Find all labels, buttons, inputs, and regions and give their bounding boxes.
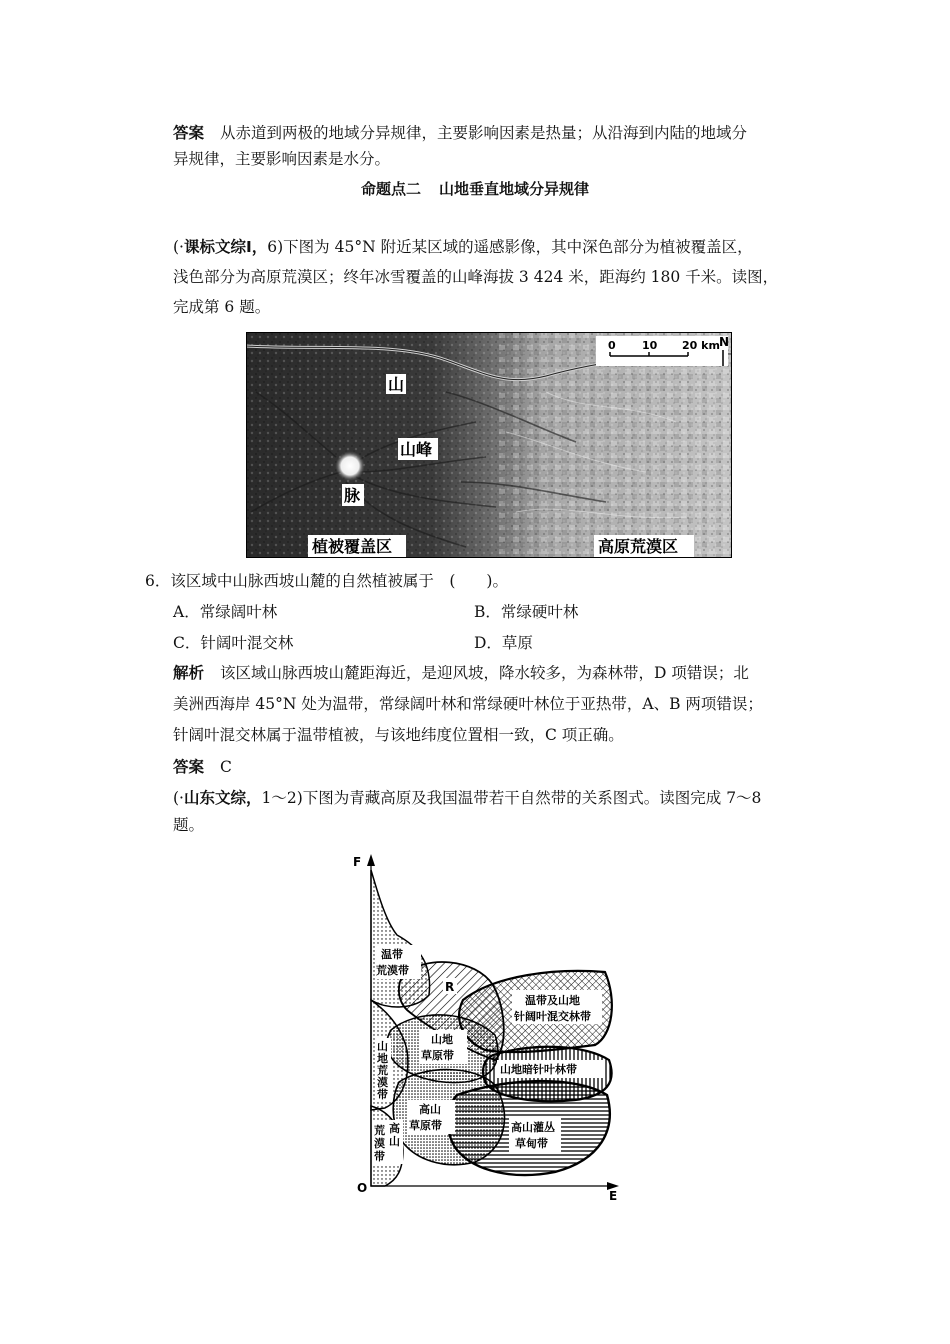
section-heading	[0, 178, 950, 200]
label-shan: 山	[388, 375, 405, 394]
scale-tick-0: 0	[608, 339, 616, 352]
origin-label: O	[357, 1181, 368, 1195]
intro2-line1	[173, 787, 761, 809]
section-title: 山地垂直地域分异规律	[439, 180, 590, 198]
analysis-line2: 美洲西海岸 45°N 处为温带，常绿阔叶林和常绿硬叶林位于亚热带，A、B 两项错误；	[173, 695, 763, 713]
satellite-image	[246, 332, 732, 558]
question6-option-c: C．针阔叶混交林	[173, 634, 294, 652]
scale-tick-10: 10	[642, 339, 658, 352]
label-alpine-desert-b-1: 荒	[374, 1124, 385, 1137]
label-mountain-desert-2: 地	[377, 1052, 388, 1065]
label-temperate-forest-2: 针阔叶混交林带	[514, 1010, 591, 1023]
answer1-label: 答案	[173, 124, 205, 142]
label-desert-zone: 高原荒漠区	[598, 537, 679, 556]
axis-f-label: F	[353, 855, 362, 869]
question6-stem: 6．该区域中山脉西坡山麓的自然植被属于 ( )。	[145, 572, 508, 590]
section-prefix: 命题点二	[360, 180, 421, 198]
intro1-text1: 6)下图为 45°N 附近某区域的遥感影像，其中深色部分为植被覆盖区，	[267, 238, 753, 256]
label-mountain-desert-1: 山	[377, 1040, 388, 1053]
label-alpine-grassland-2: 草原带	[409, 1119, 442, 1132]
intro2-source-open: (·	[173, 789, 184, 807]
natural-zone-diagram	[345, 850, 645, 1205]
label-r: R	[445, 980, 455, 994]
label-vegetation-zone: 植被覆盖区	[312, 537, 393, 556]
answer2-value: C	[220, 758, 232, 776]
answer1-line2: 异规律，主要影响因素是水分。	[173, 150, 391, 168]
label-temperate-forest-1: 温带及山地	[525, 994, 580, 1007]
answer2-line	[173, 756, 232, 778]
intro2-source: 山东文综，	[183, 789, 262, 807]
label-alpine-shrub-1: 高山灌丛	[511, 1121, 555, 1134]
analysis-label: 解析	[173, 664, 205, 682]
analysis-text1: 该区域山脉西坡山麓距海近，是迎风坡，降水较多，为森林带，D 项错误；北	[220, 664, 749, 682]
intro2-line2: 题。	[173, 816, 205, 834]
answer1-line1	[173, 122, 747, 144]
label-alpine-desert-a-2: 山	[389, 1135, 400, 1148]
axis-e-label: E	[609, 1189, 618, 1203]
label-temperate-desert-2: 荒漠带	[376, 964, 409, 977]
label-dark-conifer: 山地暗针叶林带	[500, 1063, 577, 1076]
label-shanfeng: 山峰	[400, 440, 433, 459]
label-alpine-shrub-2: 草甸带	[515, 1137, 548, 1150]
question6-option-b: B．常绿硬叶林	[474, 603, 579, 621]
label-mai: 脉	[344, 486, 361, 505]
label-alpine-desert-b-2: 漠	[374, 1137, 385, 1150]
label-mountain-desert-4: 漠	[377, 1076, 388, 1089]
intro1-line2: 浅色部分为高原荒漠区；终年冰雪覆盖的山峰海拔 3 424 米，距海约 180 千米。读图，	[173, 268, 779, 286]
label-mountain-desert-3: 荒	[377, 1064, 388, 1077]
label-mountain-grassland-2: 草原带	[421, 1049, 454, 1062]
intro2-text1: 1～2)下图为青藏高原及我国温带若干自然带的关系图式。读图完成 7～8	[261, 789, 762, 807]
axis-f-arrow-icon	[367, 854, 375, 866]
intro1-line3: 完成第 6 题。	[173, 298, 271, 316]
intro1-line1	[173, 236, 753, 258]
scale-tick-20: 20 km	[682, 339, 720, 352]
answer2-label: 答案	[173, 758, 205, 776]
analysis-line3: 针阔叶混交林属于温带植被，与该地纬度位置相一致，C 项正确。	[173, 726, 624, 744]
label-alpine-desert-a-1: 高	[389, 1122, 400, 1135]
intro1-source-open: (·	[173, 238, 184, 256]
label-mountain-grassland-1: 山地	[431, 1033, 453, 1046]
analysis-line1	[173, 662, 749, 684]
question6-option-d: D．草原	[474, 634, 533, 652]
label-alpine-grassland-1: 高山	[419, 1103, 441, 1116]
question6-option-a: A．常绿阔叶林	[173, 603, 278, 621]
label-temperate-desert-1: 温带	[381, 948, 403, 961]
north-label: N	[719, 335, 730, 349]
label-mountain-desert-5: 带	[377, 1088, 388, 1101]
intro1-source: 课标文综Ⅰ，	[183, 238, 268, 256]
answer1-text1: 从赤道到两极的地域分异规律，主要影响因素是热量；从沿海到内陆的地域分	[220, 124, 748, 142]
label-alpine-desert-b-3: 带	[374, 1150, 385, 1163]
